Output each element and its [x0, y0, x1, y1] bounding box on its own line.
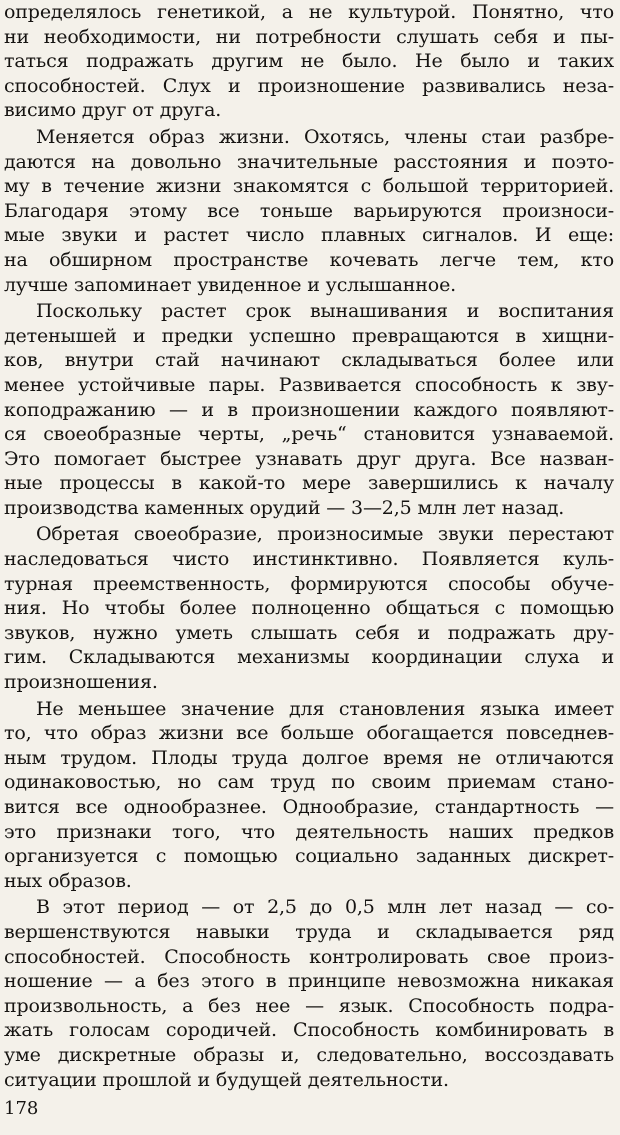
- text-line: детенышей и предки успешно превращаются в хищни-: [4, 324, 614, 347]
- text-line: Обретая своеобразие, произносимые звуки перестают: [36, 523, 614, 546]
- page-number: 178: [4, 1098, 39, 1119]
- text-line: это признаки того, что деятельность наших предков: [4, 820, 614, 843]
- text-line: способностей. Способность контролировать свое произ-: [4, 945, 614, 968]
- paragraph-6: [4, 895, 614, 1092]
- text-line: ным трудом. Плоды труда долгое время не отличаются: [4, 746, 614, 769]
- text-line: коподражанию — и в произношении каждого появляют-: [4, 398, 614, 421]
- text-line: способностей. Слух и произношение развивались неза-: [4, 74, 614, 97]
- text-line: одинаковостью, но сам труд по своим приемам стано-: [4, 771, 614, 794]
- text-line: турная преемственность, формируются способы обуче-: [4, 572, 614, 595]
- text-line: гим. Складываются механизмы координации слуха и: [4, 646, 614, 669]
- paragraph-3: [4, 299, 614, 520]
- text-line: лучше запоминает увиденное и услышанное.: [4, 273, 457, 296]
- paragraph-5: [4, 697, 614, 894]
- text-line: ные процессы в какой-то мере завершились к началу: [4, 472, 614, 495]
- text-line: даются на довольно значительные расстояния и поэто-: [4, 150, 614, 173]
- text-line: определялось генетикой, а не культурой. Понятно, что: [4, 1, 614, 23]
- text-line: Поскольку растет срок вынашивания и воспитания: [36, 300, 614, 323]
- paragraph-1: [4, 0, 614, 123]
- text-line: производства каменных орудий — 3—2,5 млн лет назад.: [4, 496, 565, 519]
- text-line: звуков, нужно уметь слышать себя и подражать дру-: [4, 621, 614, 644]
- text-line: ков, внутри стай начинают складываться более или: [4, 349, 614, 372]
- text-line: ся своеобразные черты, „речь“ становится узнаваемой.: [4, 423, 614, 446]
- text-line: жать голосам сородичей. Способность комбинировать в: [4, 1019, 614, 1042]
- text-line: Меняется образ жизни. Охотясь, члены стаи разбре-: [36, 125, 614, 148]
- text-line: произношения.: [4, 671, 158, 694]
- body-text: [4, 0, 614, 1092]
- paragraph-4: [4, 522, 614, 694]
- text-line: произвольность, а без нее — язык. Способность подра-: [4, 994, 614, 1017]
- text-line: В этот период — от 2,5 до 0,5 млн лет назад — со-: [36, 896, 614, 919]
- text-line: менее устойчивые пары. Развивается способность к зву-: [4, 373, 614, 396]
- text-line: Благодаря этому все тоньше варьируются произноси-: [4, 199, 614, 222]
- text-line: уме дискретные образы и, следовательно, воссоздавать: [4, 1043, 614, 1066]
- text-line: Это помогает быстрее узнавать друг друга. Все назван-: [4, 447, 614, 470]
- text-line: мые звуки и растет число плавных сигналов. И еще:: [4, 224, 614, 247]
- text-line: вится все однообразнее. Однообразие, стандартность —: [4, 796, 614, 818]
- text-line: Не меньшее значение для становления языка имеет: [36, 697, 614, 720]
- text-line: ния. Но чтобы более полноценно общаться с помощью: [4, 597, 614, 620]
- text-line: на обширном пространстве кочевать легче тем, кто: [4, 248, 614, 271]
- text-line: таться подражать другим не было. Не было и таких: [4, 50, 614, 73]
- text-line: му в течение жизни знакомятся с большой территорией.: [4, 175, 614, 198]
- text-line: ни необходимости, ни потребности слушать себя и пы-: [4, 25, 614, 48]
- text-line: висимо друг от друга.: [4, 99, 222, 122]
- paragraph-2: [4, 125, 614, 297]
- text-line: ношение — а без этого в принципе невозможна никакая: [4, 970, 614, 993]
- text-line: вершенствуются навыки труда и складывается ряд: [4, 920, 614, 943]
- text-line: наследоваться чисто инстинктивно. Появляется куль-: [4, 548, 614, 571]
- text-line: то, что образ жизни все больше обогащается повседнев-: [4, 722, 614, 745]
- text-line: ситуации прошлой и будущей деятельности.: [4, 1068, 449, 1091]
- text-line: организуется с помощью социально заданных дискрет-: [4, 845, 614, 868]
- text-line: ных образов.: [4, 869, 132, 892]
